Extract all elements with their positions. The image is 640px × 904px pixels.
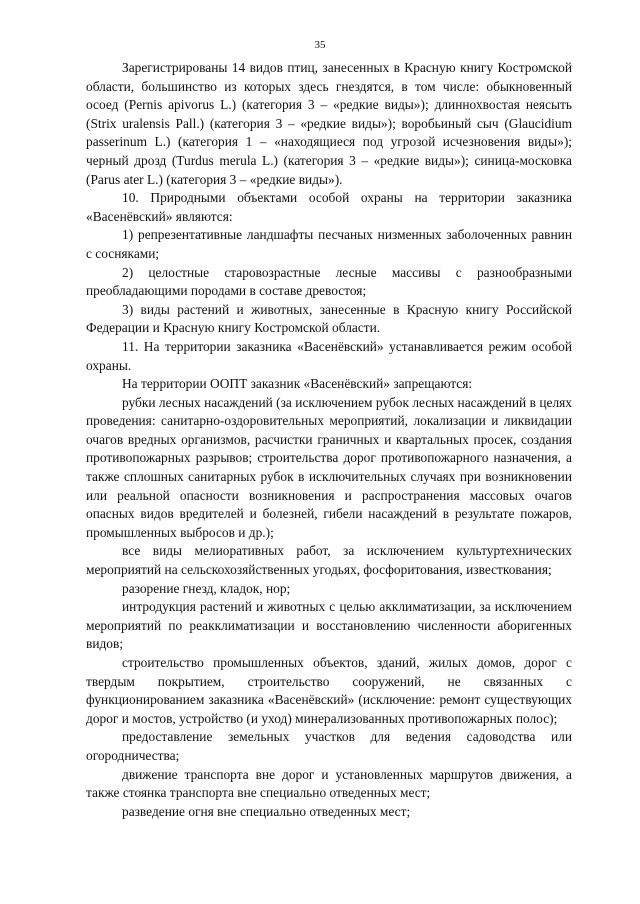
paragraph-clause-10: 10. Природными объектами особой охраны на территории заказника «Васенёвский» являются: bbox=[86, 190, 572, 224]
paragraph-prohibition-logging: рубки лесных насаждений (за исключением рубок лесных насаждений в целях проведения: санитарно-оздоровительных мероприятий, локализации и ликвидации очагов вредных организмов, расчистки граничных и квартальных просек, создания противопожарных разрывов; строительства дорог противопожарного назначения, а также сплошных санитарных рубок в исключительных случаях при возникновении или реальной опасности возникновения и распространения массовых очагов опасных видов вредителей и болезней, гибели насаждений в результате пожаров, промышленных выбросов и др.); bbox=[86, 394, 572, 540]
paragraph-clause-11: 11. На территории заказника «Васенёвский» устанавливается режим особой охраны. bbox=[86, 338, 572, 373]
paragraph-prohibitions-intro: На территории ООПТ заказник «Васенёвский» запрещаются: bbox=[122, 376, 473, 392]
paragraph-prohibition-nests: разорение гнезд, кладок, нор; bbox=[122, 580, 291, 596]
paragraph-prohibition-land-plots: предоставление земельных участков для ведения садоводства или огородничества; bbox=[86, 729, 572, 763]
paragraph-prohibition-introduction: интродукция растений и животных с целью акклиматизации, за исключением мероприятий по реакклиматизации и восстановлению численности аборигенных видов; bbox=[86, 599, 572, 652]
paragraph-prohibition-fire: разведение огня вне специально отведенных мест; bbox=[122, 803, 411, 819]
paragraph-birds-red-book: Зарегистрированы 14 видов птиц, занесенных в Красную книгу Костромской области, большинство из которых здесь гнездятся, в том числе: обыкновенный осоед (Pernis apivorus L.) (категория 3 – «редкие виды»); длиннохвостая неясыть (Strix uralensis Pall.) (категория 3 – «редкие виды»); воробьиный сыч (Glaucidium passerinum L.) (категория 1 – «находящиеся под угрозой исчезновения виды»); черный дрозд (Turdus merula L.) (категория 3 – «редкие виды»); синица-московка (Parus ater L.) (категория 3 – «редкие виды»). bbox=[86, 60, 572, 187]
paragraph-prohibition-melioration: все виды мелиоративных работ, за исключением культуртехнических мероприятий на сельскохозяйственных угодьях, фосфоритования, известкования; bbox=[86, 543, 572, 578]
paragraph-item-2: 2) целостные старовозрастные лесные массивы с разнообразными преобладающими породами в составе древостоя; bbox=[86, 264, 572, 299]
paragraph-prohibition-construction: строительство промышленных объектов, зданий, жилых домов, дорог с твердым покрытием, строительство сооружений, не связанных с функционированием заказника «Васенёвский» (исключение: ремонт существующих дорог и мостов, устройство (и уход) минерализованных противопожарных полос); bbox=[86, 655, 572, 726]
paragraph-item-1: 1) репрезентативные ландшафты песчаных низменных заболоченных равнин с сосняками; bbox=[86, 227, 572, 261]
page-number: 35 bbox=[314, 39, 326, 51]
paragraph-item-3: 3) виды растений и животных, занесенные в Красную книгу Российской Федерации и Красную книгу Костромской области. bbox=[86, 301, 572, 336]
document-body bbox=[86, 59, 572, 821]
paragraph-prohibition-transport: движение транспорта вне дорог и установленных маршрутов движения, а также стоянка транспорта вне специально отведенных мест; bbox=[86, 766, 572, 801]
